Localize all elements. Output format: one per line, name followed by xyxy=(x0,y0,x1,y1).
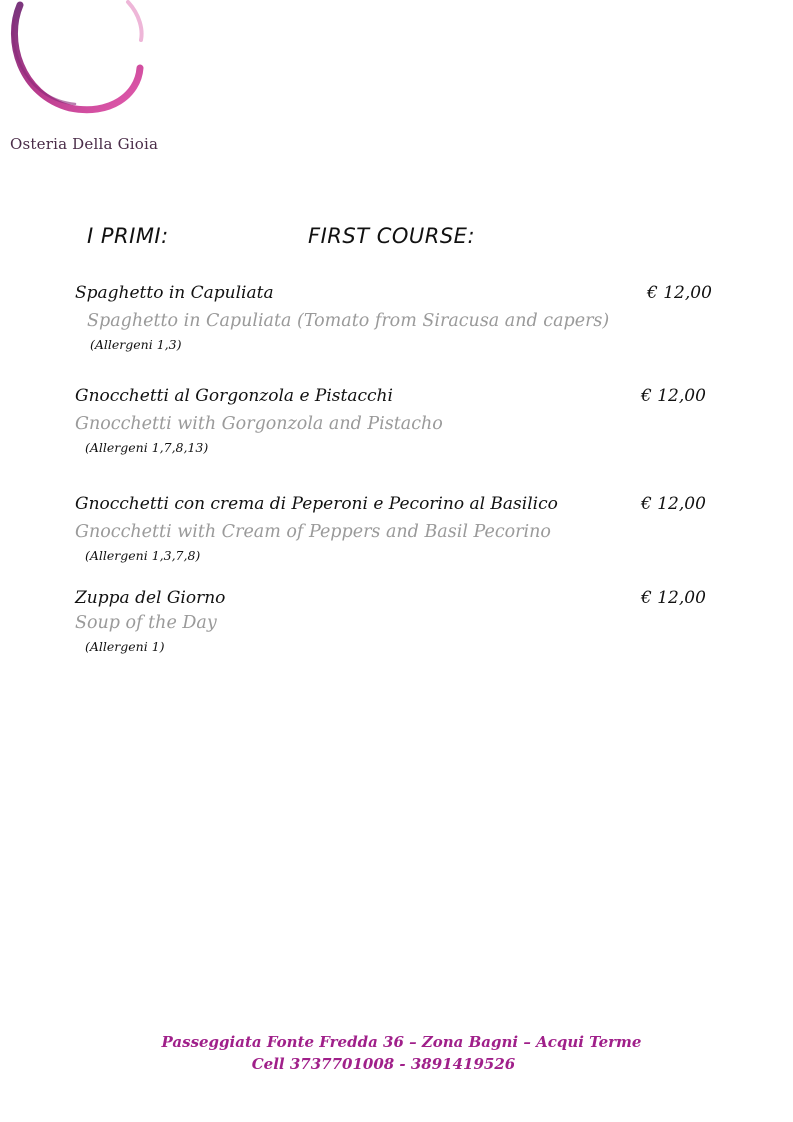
menu-item-description: Gnocchetti with Cream of Peppers and Basil Pecorino xyxy=(75,522,551,542)
menu-item-price: € 12,00 xyxy=(641,494,706,514)
logo xyxy=(0,0,170,160)
menu-item-allergens: (Allergeni 1,7,8,13) xyxy=(85,440,209,455)
menu-item xyxy=(75,386,725,455)
menu-item-description: Spaghetto in Capuliata (Tomato from Siracusa and capers) xyxy=(87,311,610,331)
brand-name: Osteria Della Gioia xyxy=(10,135,159,153)
menu-item-name: Zuppa del Giorno xyxy=(75,588,226,608)
menu-item-name: Gnocchetti con crema di Peperoni e Pecorino al Basilico xyxy=(75,494,558,514)
menu-item xyxy=(75,494,725,563)
menu-item-price: € 12,00 xyxy=(647,283,712,303)
menu-item-price: € 12,00 xyxy=(641,588,706,608)
section-heading-english: FIRST COURSE: xyxy=(308,224,476,248)
menu-item xyxy=(75,283,725,352)
menu-item-allergens: (Allergeni 1,3,7,8) xyxy=(85,548,201,563)
menu-item-allergens: (Allergeni 1,3) xyxy=(90,337,182,352)
menu-item xyxy=(75,588,725,654)
menu-item-price: € 12,00 xyxy=(641,386,706,406)
menu-item-name: Spaghetto in Capuliata xyxy=(75,283,274,303)
menu-item-description: Soup of the Day xyxy=(75,613,217,633)
menu-item-name: Gnocchetti al Gorgonzola e Pistacchi xyxy=(75,386,393,406)
menu-item-allergens: (Allergeni 1) xyxy=(85,639,165,654)
logo-ring-icon xyxy=(0,0,170,135)
section-heading-italian: I PRIMI: xyxy=(87,224,169,248)
footer-address: Passeggiata Fonte Fredda 36 – Zona Bagni – Acqui Terme xyxy=(161,1033,642,1051)
footer-phones: Cell 3737701008 - 3891419526 xyxy=(251,1055,516,1073)
menu-item-description: Gnocchetti with Gorgonzola and Pistacho xyxy=(75,414,443,434)
